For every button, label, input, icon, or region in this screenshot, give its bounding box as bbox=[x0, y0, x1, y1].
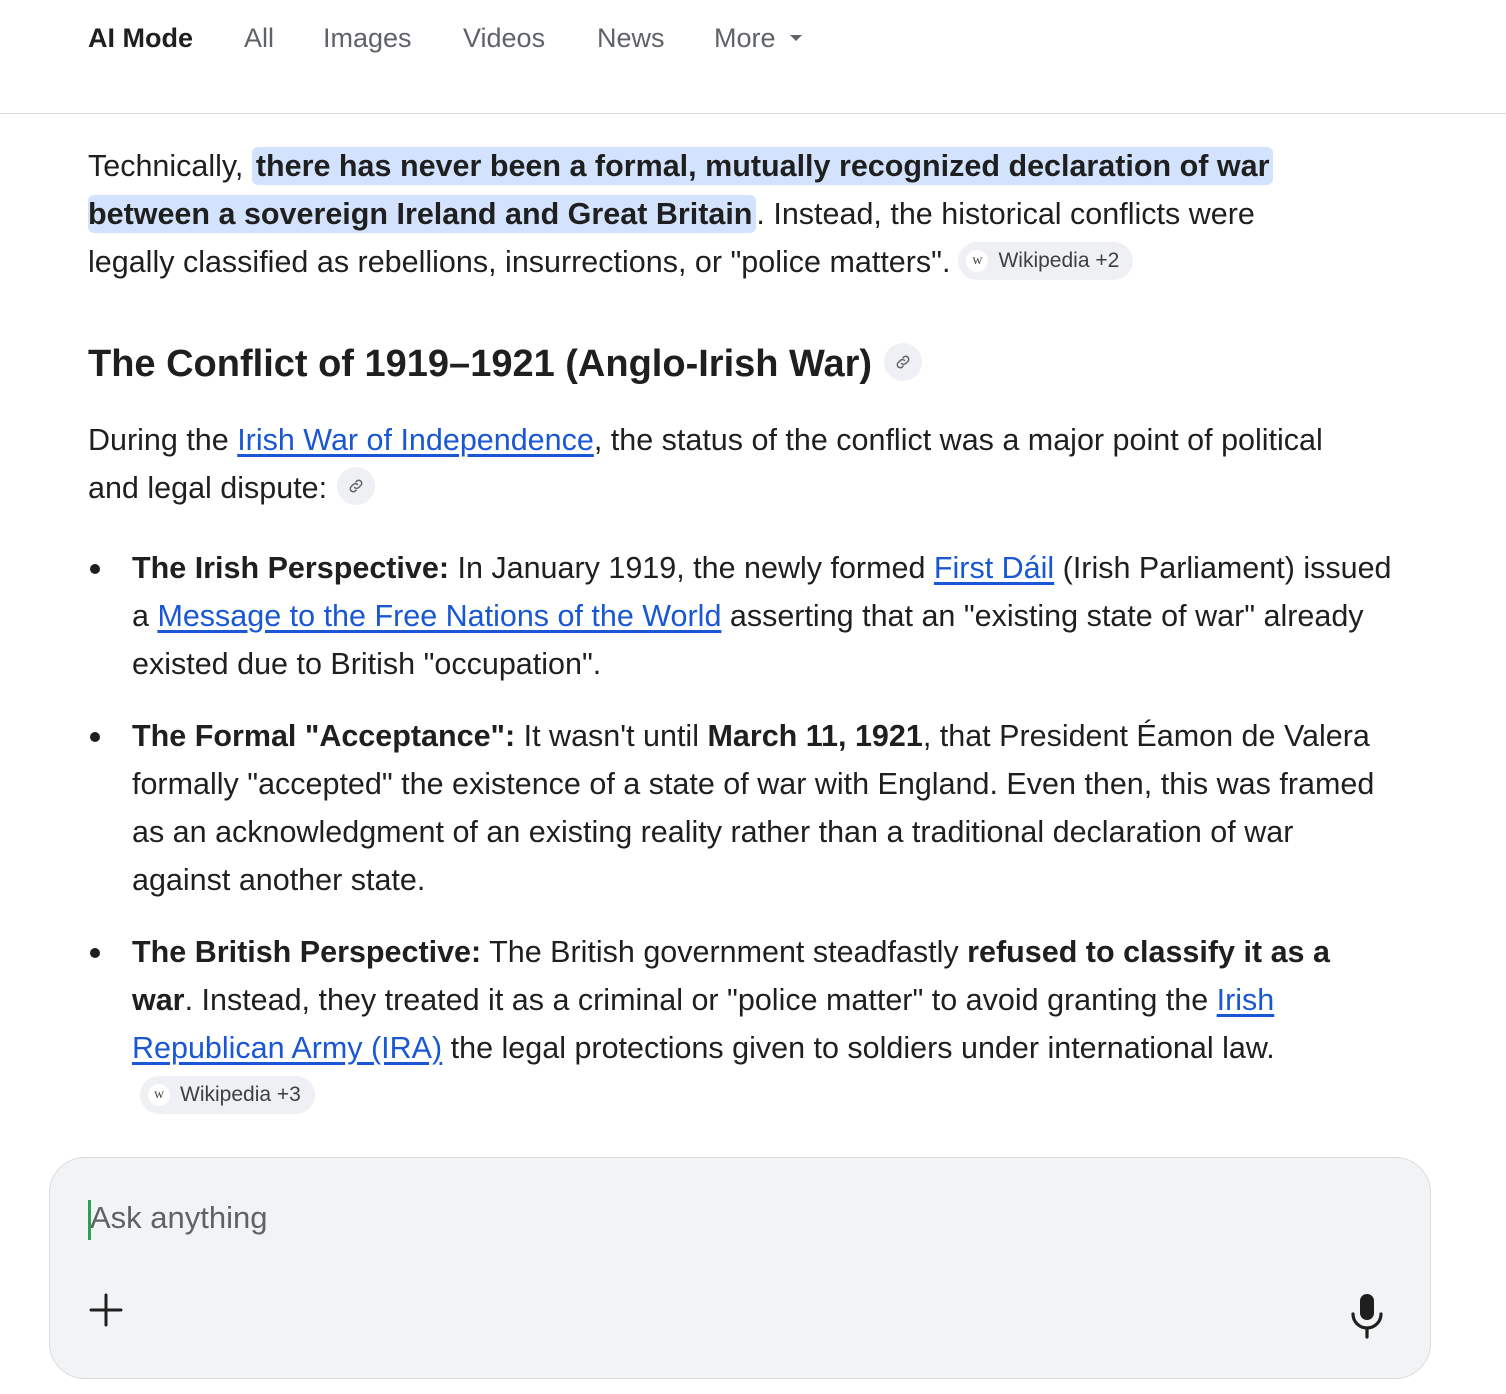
bullet-bold: refused to classify it as a war bbox=[132, 935, 1330, 1017]
search-tabs-bar bbox=[0, 0, 1506, 114]
text-cursor bbox=[88, 1200, 91, 1240]
plus-icon[interactable] bbox=[86, 1290, 126, 1330]
tab-more[interactable] bbox=[714, 20, 802, 56]
bullet-title: The British Perspective: bbox=[132, 935, 482, 969]
link-icon[interactable] bbox=[884, 343, 922, 381]
perspectives-list bbox=[88, 544, 1398, 1144]
section-heading bbox=[88, 338, 922, 390]
section-para-before: During the bbox=[88, 423, 238, 457]
bullet-text: . Instead, they treated it as a criminal or "police matter" to avoid granting the bbox=[184, 983, 1217, 1017]
link-irish-war-of-independence[interactable]: Irish War of Independence bbox=[237, 423, 594, 457]
list-item bbox=[88, 928, 1398, 1120]
bullet-bold: March 11, 1921 bbox=[707, 719, 923, 753]
tab-more-label: More bbox=[714, 23, 776, 53]
bullet-title: The Formal "Acceptance": bbox=[132, 719, 516, 753]
section-heading-text: The Conflict of 1919–1921 (Anglo-Irish War) bbox=[88, 343, 873, 385]
bullet-text: The British government steadfastly bbox=[481, 935, 968, 969]
wikipedia-logo-icon: w bbox=[148, 1084, 170, 1106]
bullet-title: The Irish Perspective: bbox=[132, 551, 449, 585]
link-first-dail[interactable]: First Dáil bbox=[933, 551, 1055, 585]
caret-down-icon bbox=[790, 35, 802, 41]
list-item bbox=[88, 544, 1398, 688]
section-paragraph bbox=[88, 416, 1348, 512]
tab-videos[interactable]: Videos bbox=[463, 23, 546, 53]
bullet-dot bbox=[90, 564, 100, 574]
section-para-after: , the status of the conflict was a major point of political and legal dispute: bbox=[88, 423, 1323, 505]
source-chip[interactable] bbox=[140, 1076, 315, 1114]
list-item bbox=[88, 712, 1398, 904]
bullet-dot bbox=[90, 948, 100, 958]
tab-images[interactable]: Images bbox=[323, 23, 412, 53]
intro-paragraph bbox=[88, 142, 1338, 286]
link-icon[interactable] bbox=[337, 467, 375, 505]
source-chip-label: Wikipedia +2 bbox=[998, 248, 1120, 272]
highlighted-text-line1: there has never been a formal, mutually recognized declaration of war bbox=[252, 147, 1274, 185]
source-chip[interactable] bbox=[958, 242, 1133, 280]
ask-composer bbox=[49, 1157, 1431, 1379]
bullet-text: asserting that an "existing state of war" already existed due to British "occupation". bbox=[132, 599, 1364, 681]
bullet-text: (Irish Parliament) issued a bbox=[132, 551, 1392, 633]
ai-response bbox=[88, 142, 1408, 1106]
link-ira[interactable]: Irish Republican Army (IRA) bbox=[132, 983, 1275, 1065]
wikipedia-logo-icon: w bbox=[966, 250, 988, 272]
highlighted-text-line2: between a sovereign Ireland and Great Britain bbox=[88, 195, 756, 233]
intro-rest: . Instead, the historical conflicts were legally classified as rebellions, insurrections, or "police matters". bbox=[88, 197, 1255, 279]
tab-ai-mode[interactable]: AI Mode bbox=[88, 23, 193, 53]
tab-all[interactable]: All bbox=[244, 23, 275, 53]
link-message-free-nations[interactable]: Message to the Free Nations of the World bbox=[157, 599, 722, 633]
microphone-icon[interactable] bbox=[1347, 1292, 1387, 1340]
tab-news[interactable]: News bbox=[597, 23, 665, 53]
intro-lead: Technically, bbox=[88, 149, 252, 183]
ask-input[interactable] bbox=[88, 1196, 1290, 1240]
bullet-text: In January 1919, the newly formed bbox=[449, 551, 934, 585]
bullet-text: , that President Éamon de Valera formally "accepted" the existence of a state of war with England. Even then, this was framed as an acknowledgment of an existing reality rather than a traditional declaration of war against another state. bbox=[132, 719, 1375, 897]
source-chip-label: Wikipedia +3 bbox=[180, 1082, 301, 1106]
bullet-text: It wasn't until bbox=[515, 719, 708, 753]
bullet-dot bbox=[90, 732, 100, 742]
bullet-text: the legal protections given to soldiers under international law. bbox=[442, 1031, 1275, 1065]
